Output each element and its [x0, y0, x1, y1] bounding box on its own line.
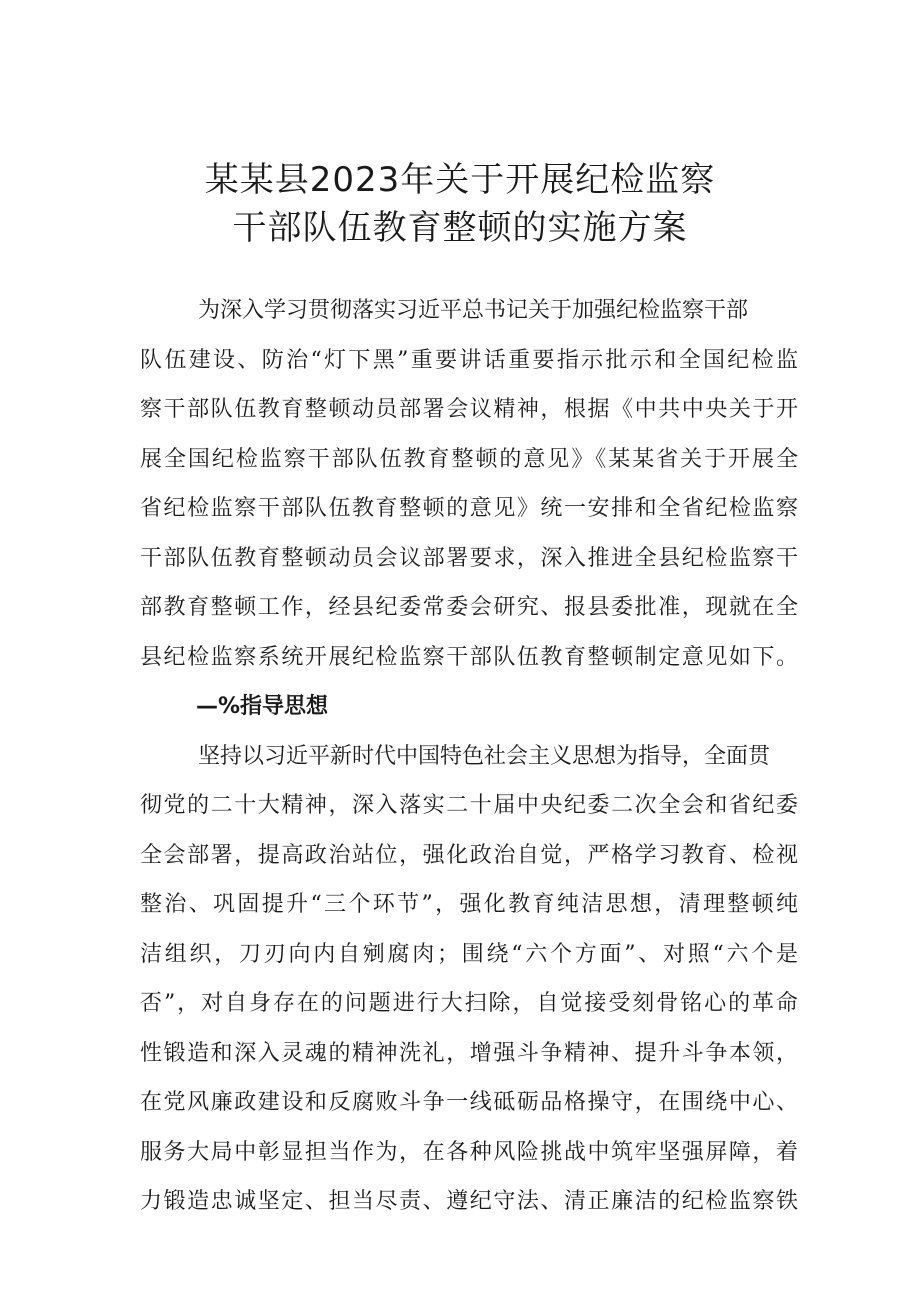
- section1-line: 坚持以习近平新时代中国特色社会主义思想为指导，全面贯: [198, 743, 771, 769]
- intro-line: 干部队伍教育整顿动员会议部署要求，深入推进全县纪检监察干: [140, 545, 798, 571]
- section1-line: 性锻造和深入灵魂的精神洗礼，增强斗争精神、提升斗争本领，: [140, 1040, 798, 1066]
- section1-line: 全会部署，提高政治站位，强化政治自觉，严格学习教育、检视: [140, 842, 798, 868]
- intro-line: 县纪检监察系统开展纪检监察干部队伍教育整顿制定意见如下。: [140, 644, 798, 670]
- intro-line: 部教育整顿工作，经县纪委常委会研究、报县委批准，现就在全: [140, 595, 798, 620]
- section1-line: 洁组织，刀刃向内自剜腐肉；围绕“六个方面”、对照“六个是: [140, 941, 798, 967]
- document-title-line-1: 某某县2023年关于开展纪检监察: [204, 160, 716, 200]
- section1-line: 整治、巩固提升“三个环节”，强化教育纯洁思想，清理整顿纯: [140, 892, 798, 917]
- intro-line: 为深入学习贯彻落实习近平总书记关于加强纪检监察干部: [198, 298, 749, 323]
- intro-line: 队伍建设、防治“灯下黑”重要讲话重要指示批示和全国纪检监: [140, 347, 798, 373]
- document-title-line-2: 干部队伍教育整顿的实施方案: [232, 208, 688, 248]
- section1-line: 彻党的二十大精神，深入落实二十届中央纪委二次全会和省纪委: [140, 793, 798, 818]
- intro-line: 展全国纪检监察干部队伍教育整顿的意见》《某某省关于开展全: [140, 446, 798, 472]
- section1-line: 否”，对自身存在的问题进行大扫除，自觉接受刻骨铭心的革命: [140, 991, 798, 1016]
- section1-line: 力锻造忠诚坚定、担当尽责、遵纪守法、清正廉洁的纪检监察铁: [140, 1189, 798, 1214]
- intro-line: 察干部队伍教育整顿动员部署会议精神，根据《中共中央关于开: [140, 397, 798, 422]
- section-heading-guiding-thought: —%指导思想: [196, 694, 329, 719]
- intro-line: 省纪检监察干部队伍教育整顿的意见》统一安排和全省纪检监察: [140, 496, 798, 521]
- section1-line: 在党风廉政建设和反腐败斗争一线砥砺品格操守，在围绕中心、: [140, 1090, 798, 1115]
- section1-line: 服务大局中彰显担当作为，在各种风险挑战中筑牢坚强屏障，着: [140, 1139, 798, 1165]
